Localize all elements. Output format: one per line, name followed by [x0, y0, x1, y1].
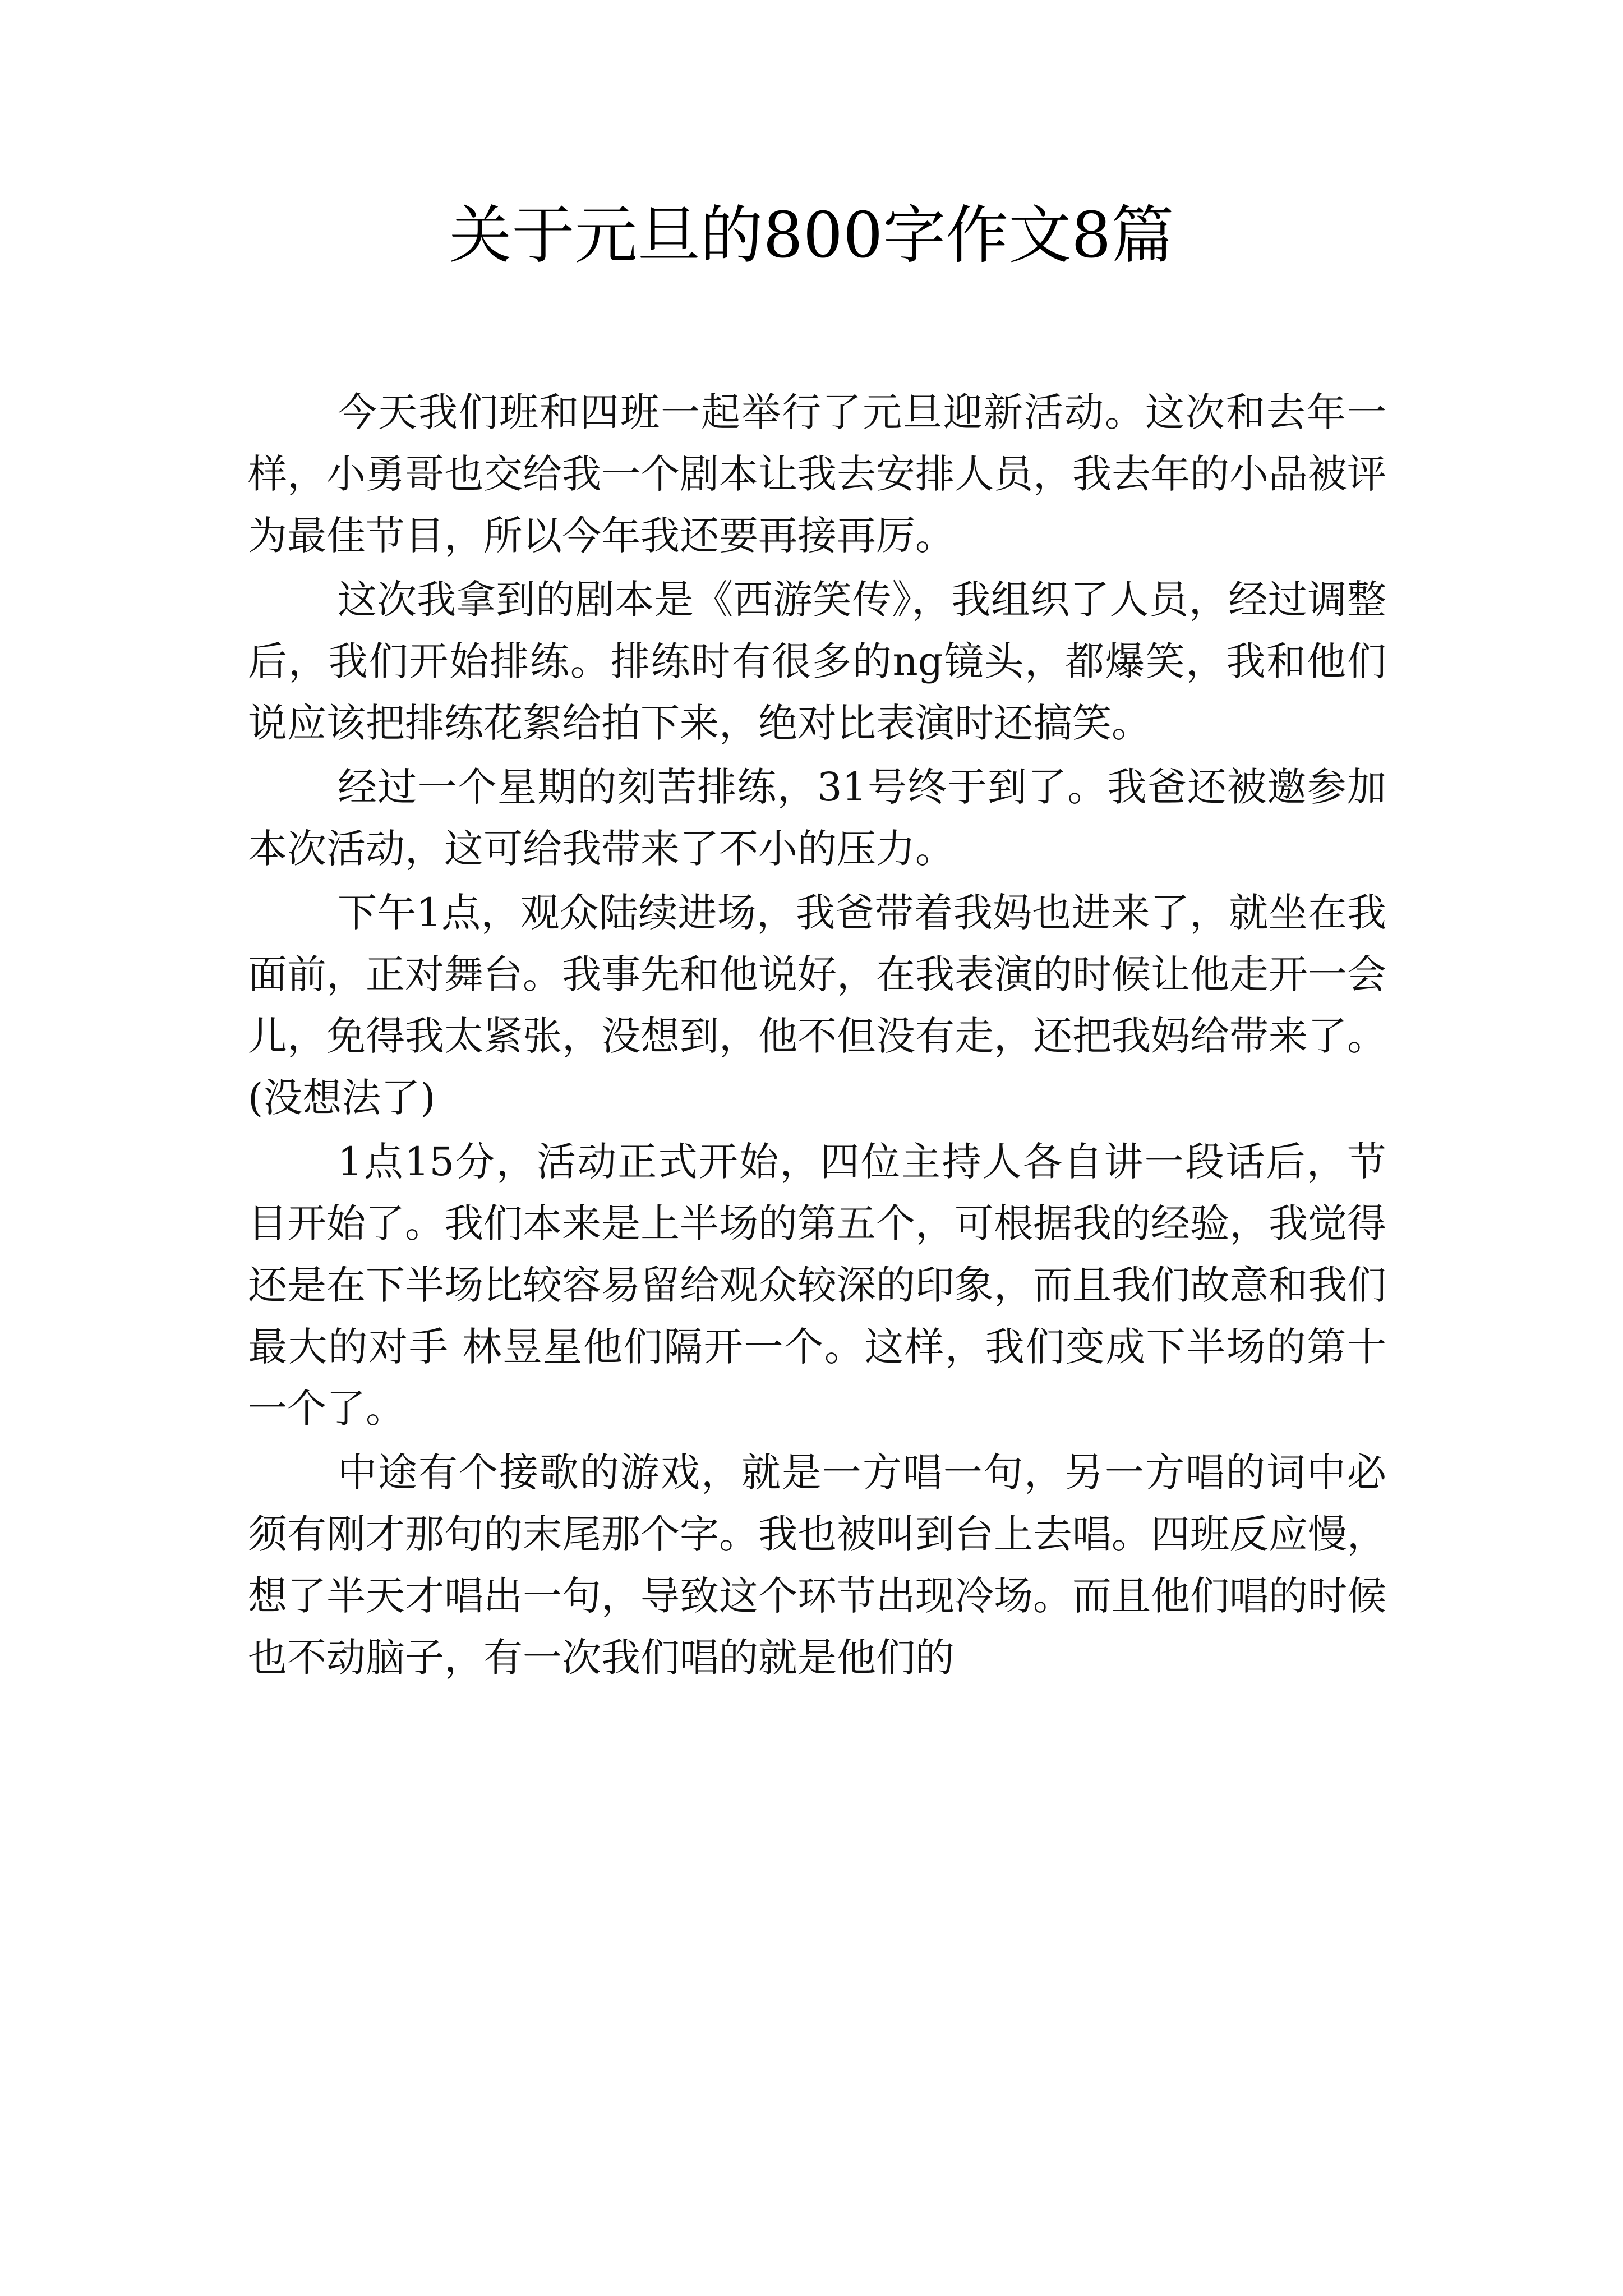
- paragraph-4: 下午1点，观众陆续进场，我爸带着我妈也进来了，就坐在我面前，正对舞台。我事先和他说好，在我表演的时候让他走开一会儿，免得我太紧张，没想到，他不但没有走，还把我妈给带来了。(没想法了): [248, 890, 1386, 1121]
- paragraph-2: 这次我拿到的剧本是《西游笑传》，我组织了人员，经过调整后，我们开始排练。排练时有很多的ng镜头，都爆笑，我和他们说应该把排练花絮给拍下来，绝对比表演时还搞笑。: [248, 577, 1386, 746]
- document-title: 关于元旦的800字作文8篇: [449, 199, 1174, 272]
- paragraph-5: 1点15分，活动正式开始，四位主持人各自讲一段话后，节目开始了。我们本来是上半场的第五个，可根据我的经验，我觉得还是在下半场比较容易留给观众较深的印象，而且我们故意和我们最大的对手 林昱星他们隔开一个。这样，我们变成下半场的第十一个了。: [248, 1139, 1386, 1432]
- paragraph-1: 今天我们班和四班一起举行了元旦迎新活动。这次和去年一样，小勇哥也交给我一个剧本让我去安排人员，我去年的小品被评为最佳节目，所以今年我还要再接再厉。: [248, 389, 1386, 559]
- paragraph-3: 经过一个星期的刻苦排练，31号终于到了。我爸还被邀参加本次活动，这可给我带来了不小的压力。: [248, 764, 1386, 872]
- document-body: [248, 381, 1386, 1688]
- paragraph-6: 中途有个接歌的游戏，就是一方唱一句，另一方唱的词中必须有刚才那句的末尾那个字。我也被叫到台上去唱。四班反应慢，想了半天才唱出一句，导致这个环节出现冷场。而且他们唱的时候也不动脑子，有一次我们唱的就是他们的: [248, 1450, 1386, 1681]
